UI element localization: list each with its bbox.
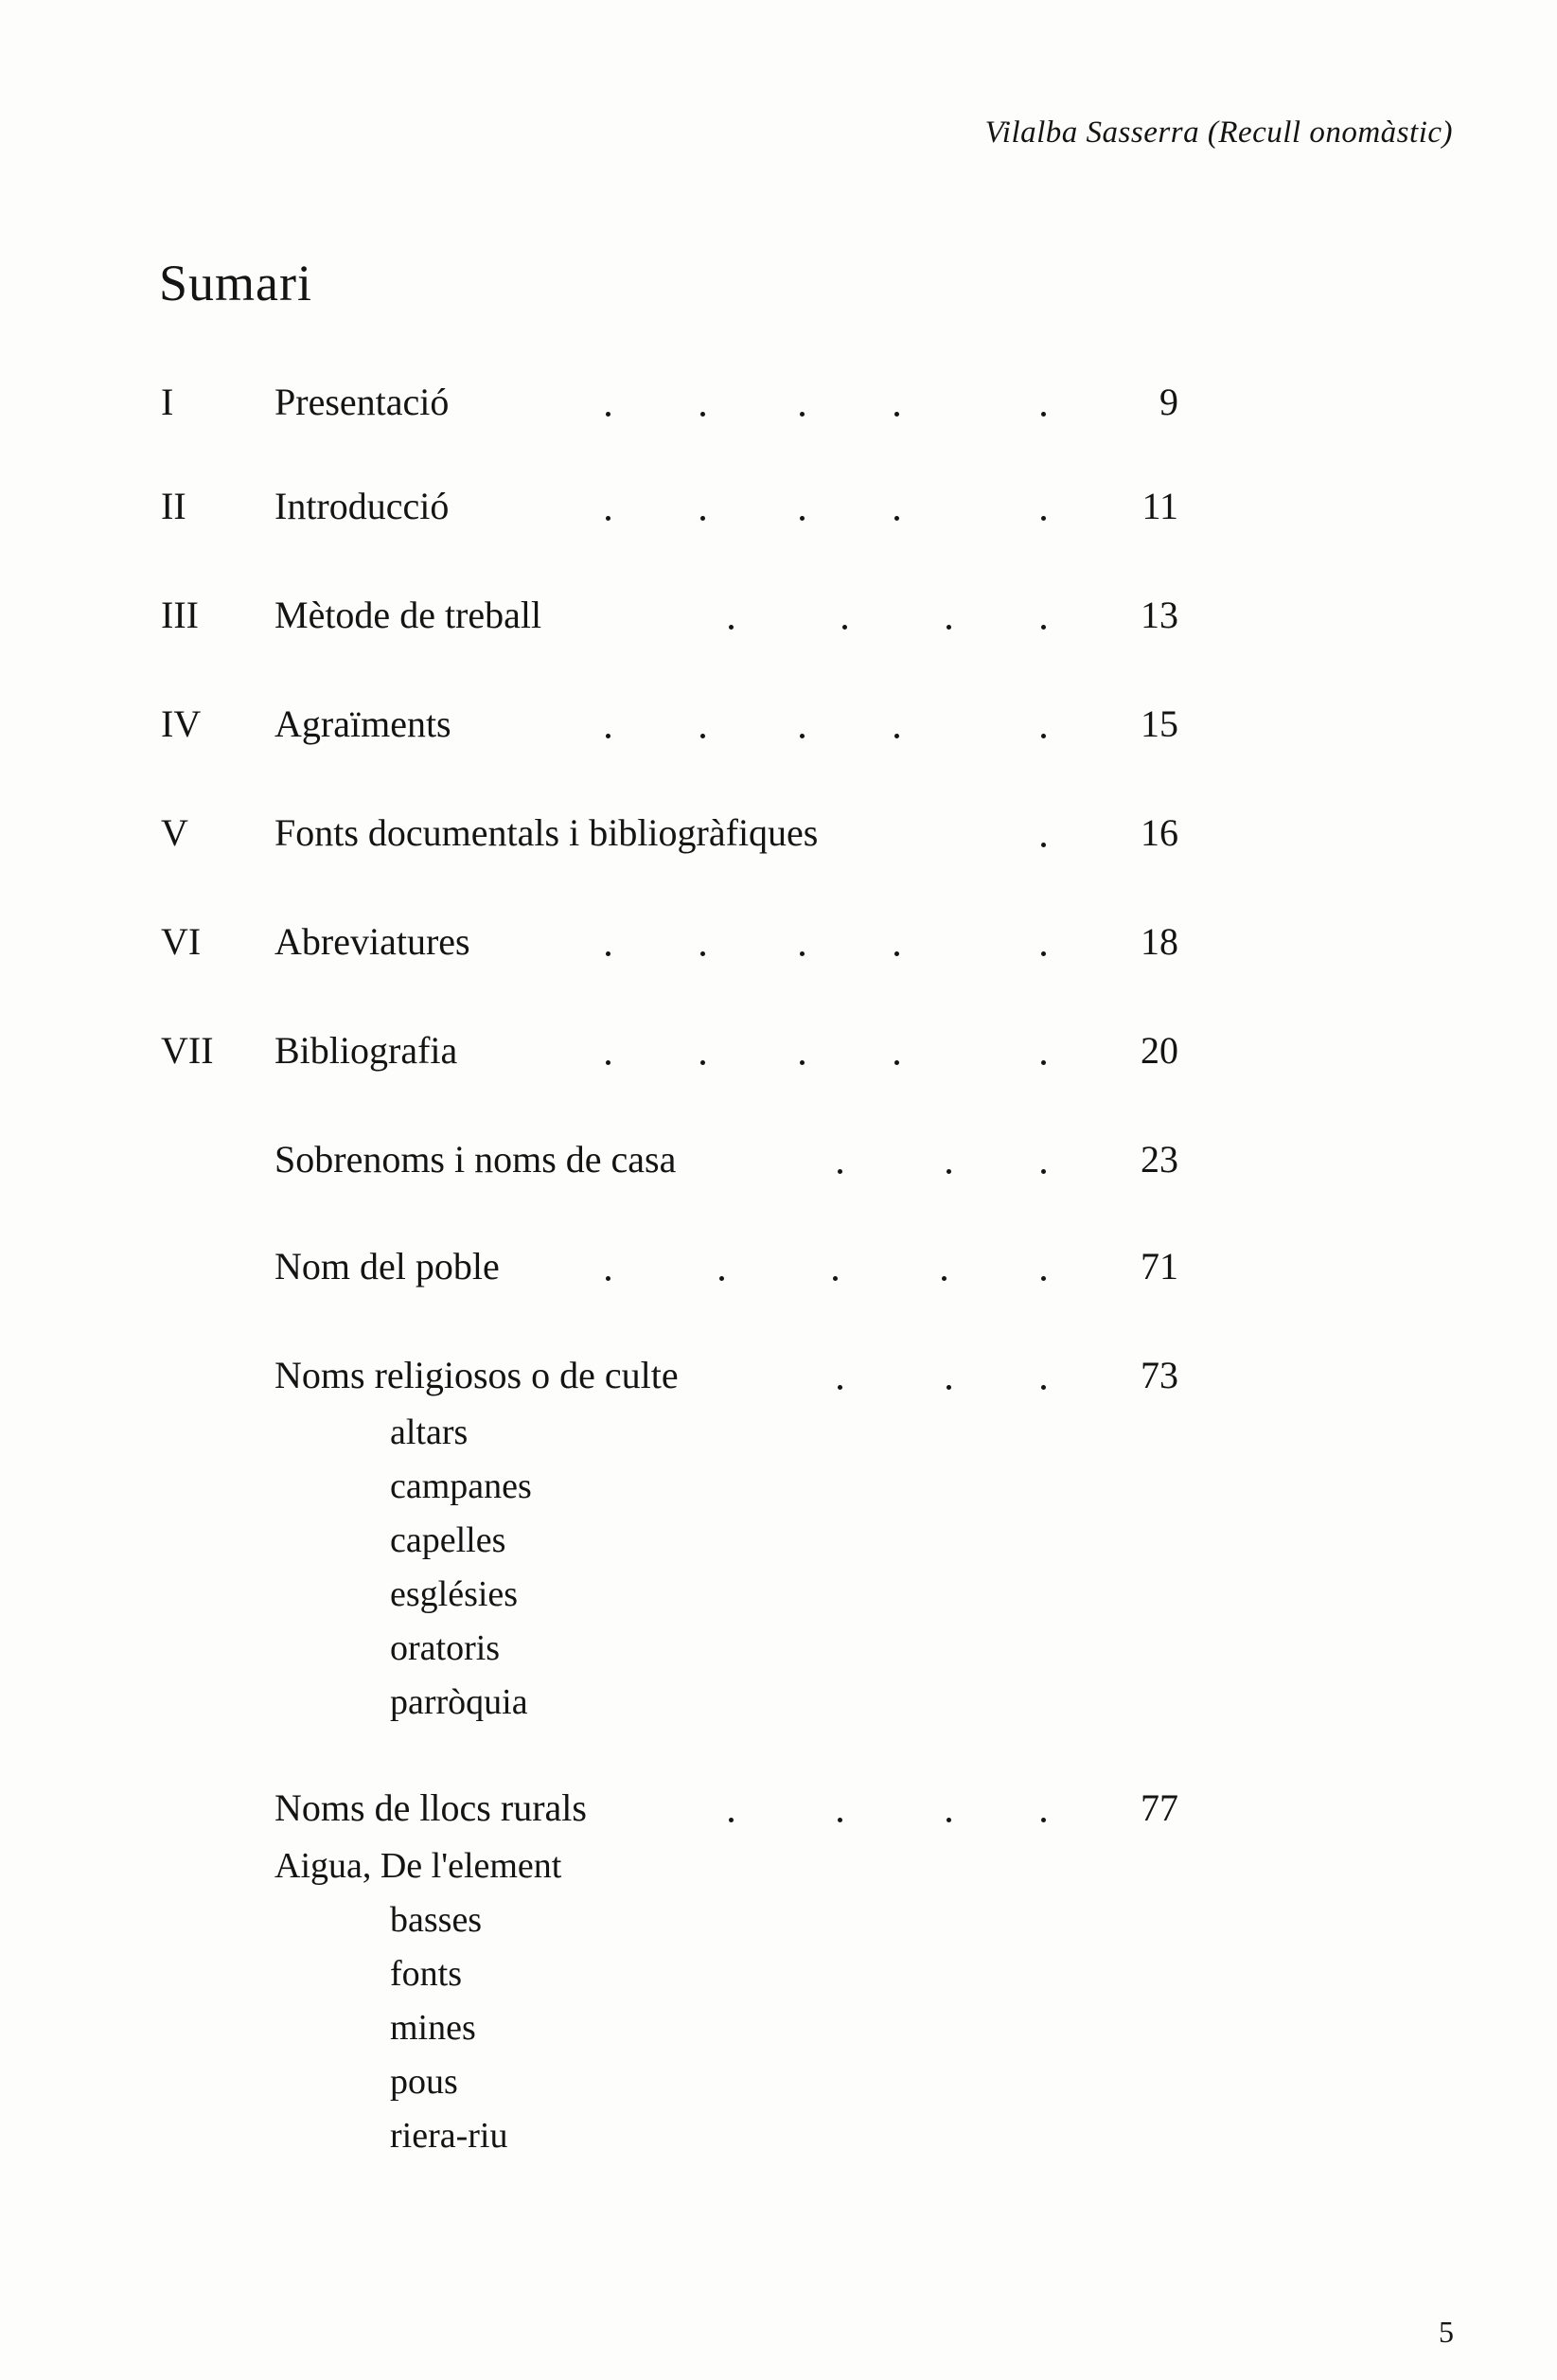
toc-subitem: esglésies [390, 1574, 519, 1614]
leader-dot [894, 734, 899, 738]
leader-dot [700, 1060, 705, 1065]
toc-subitem: capelles [390, 1520, 506, 1560]
leader-dot [700, 516, 705, 521]
toc-entry-label: Noms religiosos o de culte [274, 1354, 679, 1396]
toc-entry [0, 1780, 1557, 1837]
leader-dot [606, 1276, 610, 1281]
leader-dot [842, 625, 847, 630]
toc-entry-label: Abreviatures [274, 920, 470, 963]
leader-dot [947, 1385, 951, 1390]
leader-dot [719, 1276, 724, 1281]
toc-entry-page: 9 [1159, 381, 1178, 423]
dot-leader [0, 914, 1557, 970]
running-header: Vilalba Sasserra (Recull onomàstic) [984, 115, 1453, 150]
toc-entry [0, 914, 1557, 970]
leader-dot [838, 1818, 842, 1822]
toc-subitem: mines [390, 2008, 476, 2048]
leader-dot [729, 1818, 734, 1822]
leader-dot [1041, 1060, 1046, 1065]
leader-dot [947, 1169, 951, 1174]
dot-leader [0, 1131, 1557, 1188]
dot-leader [0, 1347, 1557, 1404]
toc-subitem: riera-riu [390, 2116, 508, 2156]
dot-leader [0, 805, 1557, 861]
leader-dot [1041, 625, 1046, 630]
leader-dot [800, 951, 805, 956]
toc-entry-number: I [161, 381, 174, 423]
toc-entry-label: Agraïments [274, 702, 451, 745]
leader-dot [838, 1385, 842, 1390]
leader-dot [1041, 951, 1046, 956]
toc-subitem: altars [390, 1412, 469, 1452]
leader-dot [894, 951, 899, 956]
dot-leader [0, 696, 1557, 753]
toc-entry-page: 11 [1141, 485, 1178, 527]
toc-entry-label: Noms de llocs rurals [274, 1786, 587, 1829]
toc-entry-page: 20 [1141, 1029, 1178, 1072]
leader-dot [947, 625, 951, 630]
leader-dot [1041, 1276, 1046, 1281]
toc-entry-page: 71 [1141, 1245, 1178, 1288]
toc-entry-label: Nom del poble [274, 1245, 500, 1288]
toc-entry [0, 696, 1557, 753]
leader-dot [942, 1276, 947, 1281]
toc-entry-label: Bibliografia [274, 1029, 458, 1072]
leader-dot [606, 734, 610, 738]
toc-subitem: oratoris [390, 1628, 501, 1668]
toc-group-heading: Aigua, De l'element [274, 1846, 562, 1886]
toc-subitem: pous [390, 2062, 458, 2102]
toc-entry-number: VI [161, 920, 202, 963]
leader-dot [1041, 516, 1046, 521]
toc-entry [0, 374, 1557, 431]
toc-entry-label: Presentació [274, 381, 450, 423]
toc-entry-page: 15 [1141, 702, 1178, 745]
toc-entry [0, 805, 1557, 861]
toc-subitem: campanes [390, 1466, 532, 1506]
leader-dot [800, 734, 805, 738]
leader-dot [1041, 734, 1046, 738]
leader-dot [1041, 1818, 1046, 1822]
toc-entry [0, 1238, 1557, 1295]
dot-leader [0, 1238, 1557, 1295]
toc-entry-label: Sobrenoms i noms de casa [274, 1138, 677, 1181]
toc-entry-page: 18 [1141, 920, 1178, 963]
leader-dot [700, 734, 705, 738]
toc-entry-label: Fonts documentals i bibliogràfiques [274, 811, 819, 854]
toc-entry [0, 1131, 1557, 1188]
toc-entry-page: 73 [1141, 1354, 1178, 1396]
dot-leader [0, 587, 1557, 644]
leader-dot [800, 412, 805, 417]
toc-entry [0, 587, 1557, 644]
leader-dot [1041, 1169, 1046, 1174]
leader-dot [606, 412, 610, 417]
leader-dot [606, 951, 610, 956]
leader-dot [1041, 1385, 1046, 1390]
toc-entry-page: 23 [1141, 1138, 1178, 1181]
leader-dot [894, 516, 899, 521]
leader-dot [606, 516, 610, 521]
toc-entry-label: Mètode de treball [274, 594, 542, 636]
leader-dot [947, 1818, 951, 1822]
leader-dot [729, 625, 734, 630]
toc-entry-page: 16 [1141, 811, 1178, 854]
leader-dot [606, 1060, 610, 1065]
leader-dot [800, 516, 805, 521]
leader-dot [894, 1060, 899, 1065]
page-number: 5 [1439, 2315, 1454, 2349]
toc-entry-number: VII [161, 1029, 214, 1072]
toc-entry [0, 478, 1557, 535]
toc-subitem: parròquia [390, 1682, 528, 1722]
leader-dot [1041, 843, 1046, 847]
toc-entry-page: 77 [1141, 1786, 1178, 1829]
dot-leader [0, 1780, 1557, 1837]
toc-subitem: basses [390, 1900, 483, 1940]
dot-leader [0, 374, 1557, 431]
toc-entry-number: II [161, 485, 186, 527]
leader-dot [700, 412, 705, 417]
leader-dot [1041, 412, 1046, 417]
toc-entry [0, 1347, 1557, 1404]
dot-leader [0, 1022, 1557, 1079]
leader-dot [894, 412, 899, 417]
page-title: Sumari [159, 255, 312, 311]
leader-dot [700, 951, 705, 956]
toc-entry-number: V [161, 811, 188, 854]
toc-entry-page: 13 [1141, 594, 1178, 636]
dot-leader [0, 478, 1557, 535]
leader-dot [833, 1276, 838, 1281]
leader-dot [800, 1060, 805, 1065]
leader-dot [838, 1169, 842, 1174]
toc-entry-number: III [161, 594, 199, 636]
toc-subitem: fonts [390, 1954, 462, 1994]
toc-entry-number: IV [161, 702, 202, 745]
toc-entry [0, 1022, 1557, 1079]
toc-entry-label: Introducció [274, 485, 450, 527]
